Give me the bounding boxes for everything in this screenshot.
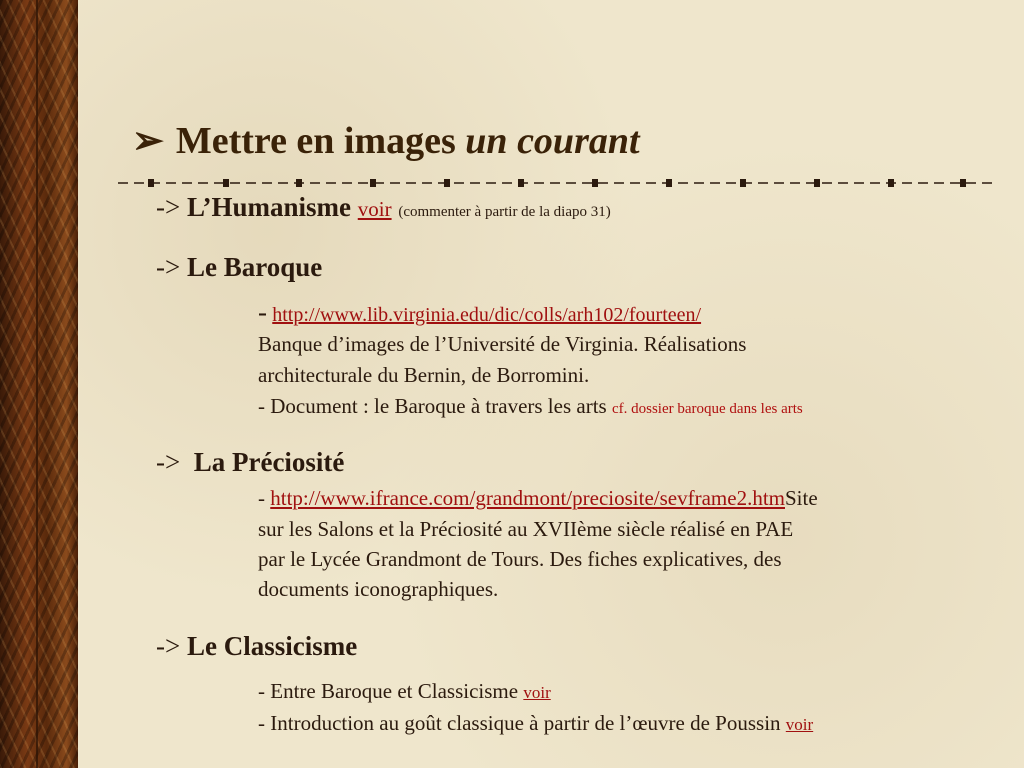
baroque-url-link[interactable]: http://www.lib.virginia.edu/dic/colls/arh102/fourteen/ (272, 304, 702, 326)
classicisme-item-2 (258, 711, 813, 736)
decorative-wood-strip (0, 0, 78, 768)
baroque-document-note: cf. dossier baroque dans les arts (611, 401, 803, 417)
humanisme-note: (commenter à partir de la diapo 31) (398, 204, 611, 220)
classicisme-label: Le Classicisme (186, 631, 358, 661)
arrow-prefix: -> (156, 192, 181, 222)
classicisme-item-1-text: - Entre Baroque et Classicisme (258, 679, 519, 703)
slide-title (132, 118, 640, 163)
baroque-desc-1: Banque d’images de l’Université de Virginia. Réalisations (258, 332, 747, 356)
preciosite-site-word: Site (785, 486, 818, 510)
humanisme-voir-link[interactable]: voir (357, 197, 392, 221)
preciosite-url-line (258, 486, 818, 511)
section-baroque (156, 252, 322, 283)
classicisme-item-1 (258, 679, 551, 704)
arrow-bullet-icon: ➢ (132, 120, 164, 162)
classicisme-item-2-text: - Introduction au goût classique à partir de l’œuvre de Poussin (258, 711, 781, 735)
arrow-prefix: -> (156, 252, 181, 282)
baroque-label: Le Baroque (186, 252, 323, 282)
baroque-desc-2: architecturale du Bernin, de Borromini. (258, 363, 590, 387)
baroque-url-line (258, 297, 701, 328)
classicisme-item-1-voir-link[interactable]: voir (523, 683, 551, 702)
preciosite-url-link[interactable]: http://www.ifrance.com/grandmont/preciosite/sevframe2.htm (270, 486, 785, 510)
baroque-document-line (258, 394, 803, 419)
humanisme-label: L’Humanisme (186, 192, 351, 222)
preciosite-desc-1: sur les Salons et la Préciosité au XVIIème siècle réalisé en PAE (258, 517, 794, 541)
classicisme-item-2-voir-link[interactable]: voir (785, 715, 814, 734)
decorative-dashed-rule (118, 176, 992, 190)
preciosite-label: La Préciosité (193, 447, 345, 477)
preciosite-desc-2: par le Lycée Grandmont de Tours. Des fiches explicatives, des (258, 547, 782, 571)
dash: - (258, 297, 267, 327)
dash: - (258, 486, 265, 510)
arrow-prefix: -> (156, 631, 181, 661)
title-italic: un courant (465, 120, 640, 162)
section-humanisme (156, 192, 611, 223)
preciosite-desc-3: documents iconographiques. (258, 577, 499, 601)
section-preciosite (156, 447, 344, 478)
baroque-document: - Document : le Baroque à travers les arts (258, 394, 607, 418)
strip-divider (36, 0, 38, 768)
arrow-prefix: -> (156, 447, 181, 477)
section-classicisme (156, 631, 357, 662)
title-main: Mettre en images (175, 120, 456, 162)
